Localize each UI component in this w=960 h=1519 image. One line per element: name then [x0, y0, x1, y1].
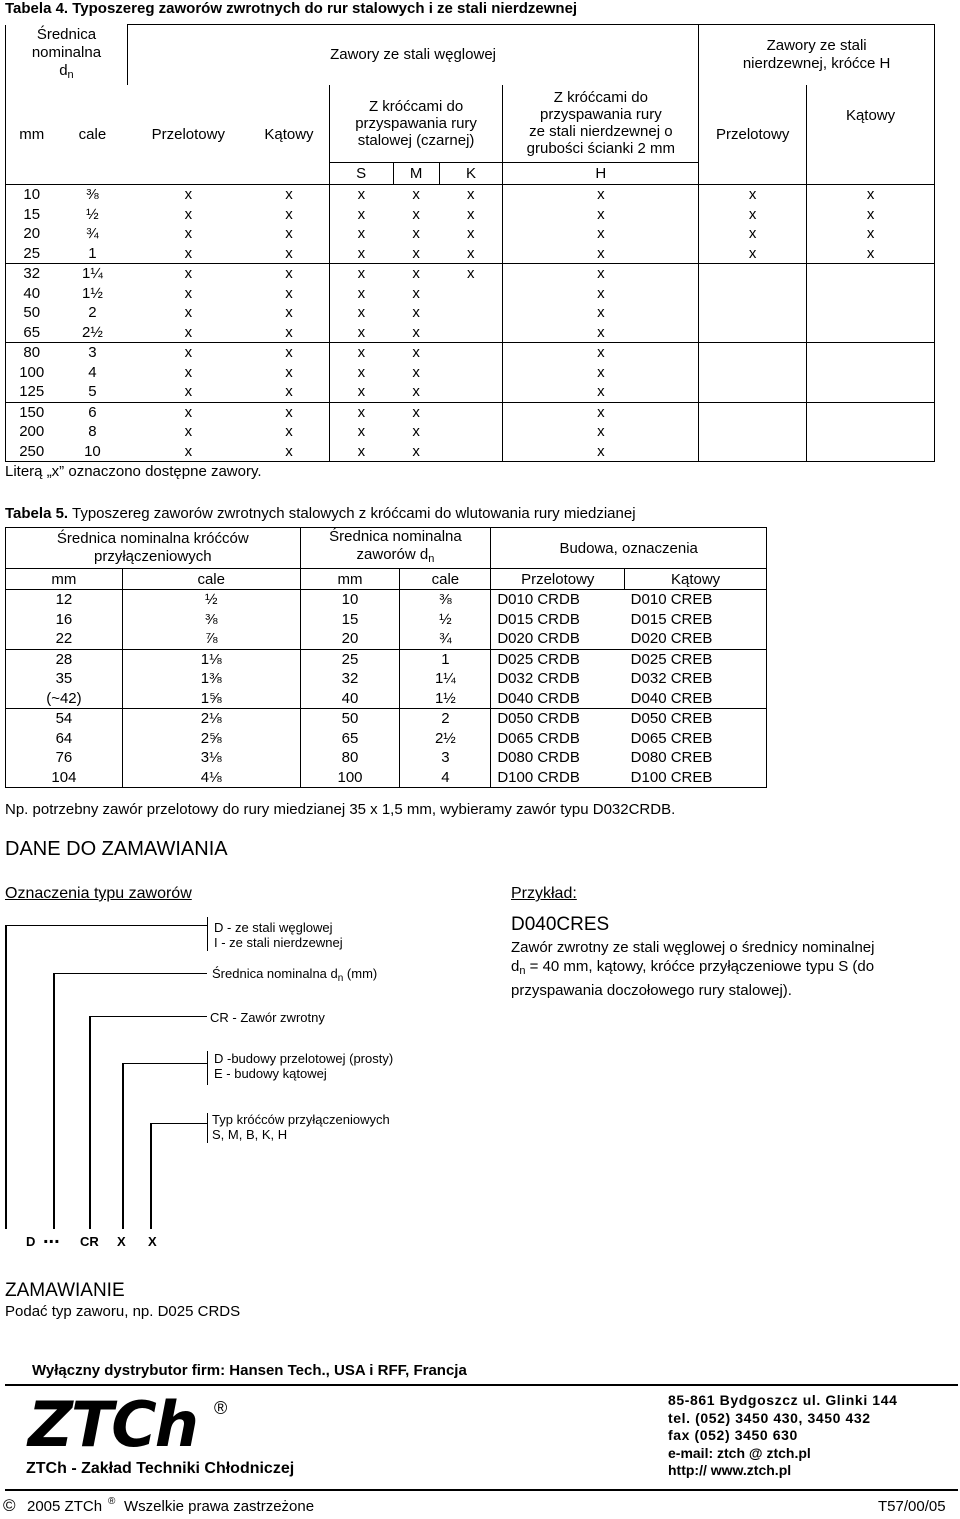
t5-cale2-header: cale	[400, 569, 491, 590]
table-cell: x	[412, 304, 420, 322]
table-row	[6, 244, 935, 264]
table-cell	[699, 343, 807, 363]
diagram-line-conn-top	[150, 1123, 207, 1124]
table-cell: x	[249, 303, 329, 323]
table-cell: 100	[6, 363, 58, 383]
copyright-owner: 2005 ZTCh	[27, 1498, 103, 1515]
order-text: Podać typ zaworu, np. D025 CRDS	[5, 1303, 241, 1320]
table-cell: 32	[300, 669, 400, 689]
table-cell: 28	[6, 649, 123, 669]
table-cell: 50	[300, 709, 400, 729]
table-cell: 1¼	[57, 264, 127, 284]
table-cell: 15	[6, 205, 58, 225]
table-row	[6, 768, 767, 788]
table-cell: 32	[6, 264, 58, 284]
diagram-line-build-bracket	[207, 1051, 208, 1085]
table-cell: 3	[400, 748, 491, 768]
copyright-symbol: ©	[3, 1496, 16, 1515]
copyright-registered: ®	[108, 1496, 116, 1507]
code-cr: CR	[80, 1234, 99, 1249]
table-cell	[807, 284, 935, 304]
table-cell	[699, 402, 807, 422]
table-cell: D065 CREB	[625, 729, 767, 749]
company-name: ZTCh - Zakład Techniki Chłodniczej	[26, 1460, 295, 1477]
table-cell: D032 CRDB	[491, 669, 625, 689]
table-cell: x	[249, 382, 329, 402]
table-cell: x	[184, 284, 193, 302]
table-cell: 104	[6, 768, 123, 788]
table-cell: D040 CRDB	[491, 689, 625, 709]
table-cell: x	[249, 402, 329, 422]
table-cell	[699, 303, 807, 323]
table-row	[6, 323, 935, 343]
table-cell: 6	[57, 402, 127, 422]
table4-caption: Tabela 4. Typoszereg zaworów zwrotnych do rur stalowych i ze stali nierdzewnej	[5, 0, 578, 17]
table-cell	[439, 363, 503, 383]
table-cell: (~42)	[6, 689, 123, 709]
table-cell: x	[184, 244, 193, 262]
copyright-text: Wszelkie prawa zastrzeżone	[124, 1498, 315, 1515]
table-cell	[439, 382, 503, 402]
table-cell: D065 CRDB	[491, 729, 625, 749]
table-cell: 1	[400, 649, 491, 669]
table-row	[6, 442, 935, 462]
diagram-line-d-top	[5, 925, 207, 926]
table-cell: 8	[88, 423, 97, 441]
diagram-line-cr	[89, 1016, 91, 1229]
table-cell: 80	[6, 343, 58, 363]
table5-example-note: Np. potrzebny zawór przelotowy do rury miedzianej 35 x 1,5 mm, wybieramy zawór typu D032CRDB.	[5, 801, 676, 818]
table-cell: D010 CRDB	[491, 590, 625, 610]
table-cell: 200	[6, 422, 58, 442]
table-cell	[699, 422, 807, 442]
table-cell: ½	[400, 610, 491, 630]
diagram-line-d	[5, 925, 7, 1229]
diagram-line-conn-bracket	[207, 1113, 208, 1143]
annotation-cr: CR - Zawór zwrotny	[210, 1010, 325, 1025]
table-cell: x	[184, 363, 193, 381]
table-cell: x	[329, 323, 393, 343]
table-cell: x	[503, 224, 699, 244]
table-cell: 50	[6, 303, 58, 323]
table-cell	[439, 323, 503, 343]
table-cell: D100 CREB	[625, 768, 767, 788]
table-cell	[807, 343, 935, 363]
table-cell: 40	[6, 284, 58, 304]
table-cell: x	[503, 205, 699, 225]
diagram-line-conn	[150, 1123, 152, 1229]
table-cell: D032 CREB	[625, 669, 767, 689]
table-cell: x	[184, 205, 193, 223]
table-cell: D020 CRDB	[491, 629, 625, 649]
table-cell	[699, 363, 807, 383]
table-row	[6, 610, 767, 630]
table-row	[6, 205, 935, 225]
example-heading: Przykład:	[511, 885, 577, 902]
table-cell: x	[329, 363, 393, 383]
table-cell: x	[503, 244, 699, 264]
table-cell: ¾	[86, 225, 99, 243]
ztch-logo: ZTCh	[28, 1388, 197, 1461]
table-row	[6, 729, 767, 749]
table-cell: x	[329, 343, 393, 363]
table-cell: 12	[6, 590, 123, 610]
table-cell: x	[412, 423, 420, 441]
table-cell: 1½	[400, 689, 491, 709]
build-header: Budowa, oznaczenia	[491, 528, 767, 569]
company-address: 85-861 Bydgoszcz ul. Glinki 144 tel. (052) 3450 430, 3450 432 fax (052) 3450 630 e-mail: ztch @ ztch.pl http:// www.ztch.pl	[668, 1392, 898, 1478]
table-cell: x	[184, 383, 193, 401]
diagram-line-build-top	[122, 1063, 207, 1064]
table-cell: x	[249, 343, 329, 363]
table-cell: x	[127, 185, 249, 205]
table-cell: 2½	[81, 323, 103, 341]
table-cell: 20	[300, 629, 400, 649]
table-row	[6, 402, 935, 422]
table-row	[6, 303, 935, 323]
logo-registered-mark: ®	[214, 1398, 228, 1418]
table-cell: x	[393, 343, 439, 363]
carbon-steel-group-header: Zawory ze stali węglowej	[127, 25, 698, 85]
table-cell: 80	[300, 748, 400, 768]
table-cell: x	[393, 402, 439, 422]
table-row	[6, 689, 767, 709]
table-cell	[439, 402, 503, 422]
footer-divider-bottom	[5, 1489, 958, 1491]
stainless-group-header: Zawory ze stali nierdzewnej, króćce H	[699, 25, 935, 85]
table5	[5, 527, 767, 788]
table-cell: 15	[300, 610, 400, 630]
table-cell: x	[329, 224, 393, 244]
table-cell: 16	[6, 610, 123, 630]
table-cell: x	[249, 244, 329, 264]
table-cell: D100 CRDB	[491, 768, 625, 788]
table-row	[6, 363, 935, 383]
order-title: ZAMAWIANIE	[5, 1280, 125, 1301]
table-cell: D050 CREB	[625, 709, 767, 729]
table-cell: x	[127, 402, 249, 422]
table-cell: x	[503, 422, 699, 442]
weld-black-steel-header: Z króćcami do przyspawania rury stalowej (czarnej)	[329, 85, 503, 163]
table-cell: 2⅝	[122, 729, 300, 749]
table-cell: x	[249, 185, 329, 205]
table-cell: ⅜	[400, 590, 491, 610]
table-cell: x	[329, 422, 393, 442]
table-cell: 35	[6, 669, 123, 689]
cale-header: cale	[57, 85, 127, 185]
table-cell: 4	[88, 363, 97, 381]
table-cell: x	[184, 225, 193, 243]
diagram-line-build	[122, 1063, 124, 1229]
valve-types-heading: Oznaczenia typu zaworów	[5, 885, 192, 902]
table-cell: x	[393, 185, 439, 205]
table-row	[6, 422, 935, 442]
table-cell: x	[439, 264, 503, 284]
document-code: T57/00/05	[878, 1498, 946, 1515]
t5-mm2-header: mm	[300, 569, 400, 590]
table-cell: 65	[300, 729, 400, 749]
table-cell: ¾	[400, 629, 491, 649]
annotation-connection: Typ króćców przyłączeniowych S, M, B, K, H	[212, 1112, 390, 1142]
table-cell: x	[699, 205, 807, 225]
example-description: Zawór zwrotny ze stali węglowej o średnicy nominalnej $d_n = 40$ mm, kątowy, króćce przyłączeniowe typu S (do przyspawania doczołowego rury stalowej).	[511, 939, 875, 999]
table-cell	[807, 363, 935, 383]
table-cell: x	[412, 225, 420, 243]
table-cell: 3⅛	[122, 748, 300, 768]
table-cell: 1½	[81, 284, 103, 302]
table-cell	[807, 303, 935, 323]
table-cell: x	[329, 382, 393, 402]
table-cell: x	[127, 442, 249, 462]
table-cell	[699, 442, 807, 462]
table-cell: x	[807, 244, 935, 264]
table-cell: x	[127, 264, 249, 284]
table-cell: x	[412, 284, 420, 302]
ss-przelotowy-header: Przelotowy	[699, 85, 807, 185]
table-cell: x	[393, 442, 439, 462]
table-cell: 150	[6, 402, 58, 422]
table4-body	[6, 185, 935, 462]
table-cell: D010 CREB	[625, 590, 767, 610]
table-cell: x	[807, 205, 935, 225]
table-cell: x	[412, 205, 420, 223]
table-cell: x	[329, 244, 393, 264]
table-row	[6, 343, 935, 363]
table-cell: 125	[6, 382, 58, 402]
table-cell: x	[699, 185, 807, 205]
table-cell	[439, 343, 503, 363]
table-cell: 25	[6, 244, 58, 264]
table-cell	[439, 442, 503, 462]
table-cell: x	[503, 363, 699, 383]
table-row	[6, 669, 767, 689]
table-cell: x	[503, 284, 699, 304]
table-cell: x	[249, 422, 329, 442]
code-dots: ...	[43, 1226, 60, 1248]
table-cell: x	[699, 224, 807, 244]
diagram-line-cr-top	[89, 1016, 207, 1017]
code-x1: X	[117, 1234, 126, 1249]
table-row	[6, 185, 935, 205]
table4-footnote: Literą „x” oznaczono dostępne zawory.	[5, 463, 262, 480]
diagram-line-dn	[53, 973, 55, 1229]
table-cell: x	[503, 343, 699, 363]
table-cell: x	[329, 185, 393, 205]
table-cell: x	[249, 442, 329, 462]
annotation-build: D -budowy przelotowej (prosty) E - budowy kątowej	[214, 1051, 394, 1081]
weld-stainless-header: Z króćcami do przyspawania rury ze stali nierdzewnej o grubości ścianki 2 mm	[503, 85, 699, 163]
annotation-material: D - ze stali węglowej I - ze stali nierdzewnej	[214, 920, 343, 950]
table-cell	[439, 284, 503, 304]
table-cell: ½	[86, 205, 99, 223]
table-cell: x	[249, 264, 329, 284]
table-row	[6, 748, 767, 768]
table-cell	[699, 264, 807, 284]
table-cell: x	[412, 363, 420, 381]
mm-header: mm	[6, 85, 58, 185]
table-cell: x	[249, 284, 329, 304]
table-cell	[699, 284, 807, 304]
distributor-text: Wyłączny dystrybutor firm: Hansen Tech., USA i RFF, Francja	[32, 1362, 467, 1379]
diagram-line-material-bracket	[207, 917, 208, 951]
table-cell: 4	[400, 768, 491, 788]
table-row	[6, 590, 767, 610]
table-cell: 5	[88, 383, 97, 401]
ordering-title: DANE DO ZAMAWIANIA	[5, 838, 228, 860]
t5-cale1-header: cale	[122, 569, 300, 590]
table-cell: D040 CREB	[625, 689, 767, 709]
table-cell	[807, 442, 935, 462]
table-cell: D025 CRDB	[491, 649, 625, 669]
table-cell: 54	[6, 709, 123, 729]
code-d: D	[26, 1234, 36, 1249]
table-cell: x	[807, 224, 935, 244]
table-cell: 40	[300, 689, 400, 709]
table-cell: D020 CREB	[625, 629, 767, 649]
table-cell: x	[503, 402, 699, 422]
table-cell: x	[329, 402, 393, 422]
table-row	[6, 629, 767, 649]
table-cell: x	[249, 224, 329, 244]
table-cell: 1	[88, 244, 97, 262]
table-cell	[439, 303, 503, 323]
table-row	[6, 709, 767, 729]
table-cell: 10	[300, 590, 400, 610]
table-cell: D050 CRDB	[491, 709, 625, 729]
table-cell: x	[699, 244, 807, 264]
table-cell: 1¼	[400, 669, 491, 689]
table-cell: 76	[6, 748, 123, 768]
table-cell: x	[412, 383, 420, 401]
table-cell: x	[329, 264, 393, 284]
table-row	[6, 264, 935, 284]
table-cell: ⅞	[122, 629, 300, 649]
table-cell	[699, 323, 807, 343]
table-cell: x	[249, 323, 329, 343]
table-cell: 2½	[400, 729, 491, 749]
table-cell: x	[439, 224, 503, 244]
table-cell: D015 CRDB	[491, 610, 625, 630]
table-cell	[807, 422, 935, 442]
table-cell: 22	[6, 629, 123, 649]
table-cell: 2⅛	[122, 709, 300, 729]
table-cell: x	[439, 185, 503, 205]
table-cell: 64	[6, 729, 123, 749]
table-cell: 2	[400, 709, 491, 729]
table-row	[6, 649, 767, 669]
table-cell: x	[412, 323, 420, 341]
table-cell: x	[184, 323, 193, 341]
table-cell	[807, 264, 935, 284]
example-code: D040CRES	[511, 914, 610, 935]
table-cell: 100	[300, 768, 400, 788]
table-cell: x	[329, 284, 393, 304]
k-header: K	[439, 163, 503, 185]
table-row	[6, 382, 935, 402]
table-cell: D080 CREB	[625, 748, 767, 768]
table-cell: 10	[6, 185, 58, 205]
table-cell: 25	[300, 649, 400, 669]
table-cell: 10	[57, 442, 127, 462]
t5-mm1-header: mm	[6, 569, 123, 590]
table-cell	[439, 422, 503, 442]
table-cell: x	[329, 442, 393, 462]
table-cell	[807, 323, 935, 343]
table-cell: x	[503, 264, 699, 284]
table-cell: 1⅝	[122, 689, 300, 709]
connection-diameter-header: Średnica nominalna króćców przyłączeniowych	[6, 528, 301, 569]
table-cell: x	[393, 264, 439, 284]
table-cell: D015 CREB	[625, 610, 767, 630]
table-cell: 4⅛	[122, 768, 300, 788]
nominal-diameter-header: Średnica nominalna $d_n$	[6, 25, 128, 85]
table-cell: x	[184, 304, 193, 322]
table-cell: x	[249, 363, 329, 383]
table-cell: x	[249, 205, 329, 225]
table-cell: x	[503, 382, 699, 402]
table-cell	[807, 402, 935, 422]
table-cell: x	[503, 185, 699, 205]
table-row	[6, 224, 935, 244]
t5-katowy-header: Kątowy	[625, 569, 767, 590]
table-cell: x	[503, 442, 699, 462]
table-cell: x	[807, 185, 935, 205]
table-cell: D080 CRDB	[491, 748, 625, 768]
footer-divider-top	[5, 1384, 958, 1386]
table-cell: x	[503, 303, 699, 323]
code-x2: X	[148, 1234, 157, 1249]
table-cell: x	[329, 303, 393, 323]
h-header: H	[503, 163, 699, 185]
table-cell: 1⅛	[122, 649, 300, 669]
table-cell	[807, 382, 935, 402]
valve-nominal-header: Średnica nominalna zaworów $d_n$	[300, 528, 491, 569]
s-header: S	[329, 163, 393, 185]
table-cell: 250	[6, 442, 58, 462]
table-cell	[699, 382, 807, 402]
table5-caption: Tabela 5. Typoszereg zaworów zwrotnych stalowych z króćcami do wlutowania rury miedzianej	[5, 505, 636, 522]
table-cell: x	[503, 323, 699, 343]
przelotowy-header: Przelotowy	[127, 85, 249, 185]
table-cell: 65	[6, 323, 58, 343]
table-cell: x	[439, 205, 503, 225]
table-cell: 3	[57, 343, 127, 363]
t5-przelotowy-header: Przelotowy	[491, 569, 625, 590]
table-cell: x	[127, 343, 249, 363]
katowy-header: Kątowy	[249, 85, 329, 185]
table-cell: 2	[88, 304, 97, 322]
table-cell: D025 CREB	[625, 649, 767, 669]
table-row	[6, 284, 935, 304]
table-cell: ⅜	[57, 185, 127, 205]
table-cell: x	[412, 244, 420, 262]
table-cell: x	[184, 423, 193, 441]
table-cell: ½	[122, 590, 300, 610]
table-cell: x	[329, 205, 393, 225]
table5-body	[6, 590, 767, 788]
table-cell: 20	[6, 224, 58, 244]
table-cell: ⅜	[122, 610, 300, 630]
diagram-line-dn-top	[53, 973, 207, 974]
ss-katowy-header: Kątowy	[807, 85, 935, 185]
table-cell: x	[439, 244, 503, 264]
table-cell: 1⅜	[122, 669, 300, 689]
table4	[5, 24, 935, 462]
m-header: M	[393, 163, 439, 185]
annotation-dn: Średnica nominalna $d_n$ (mm)	[212, 966, 378, 984]
